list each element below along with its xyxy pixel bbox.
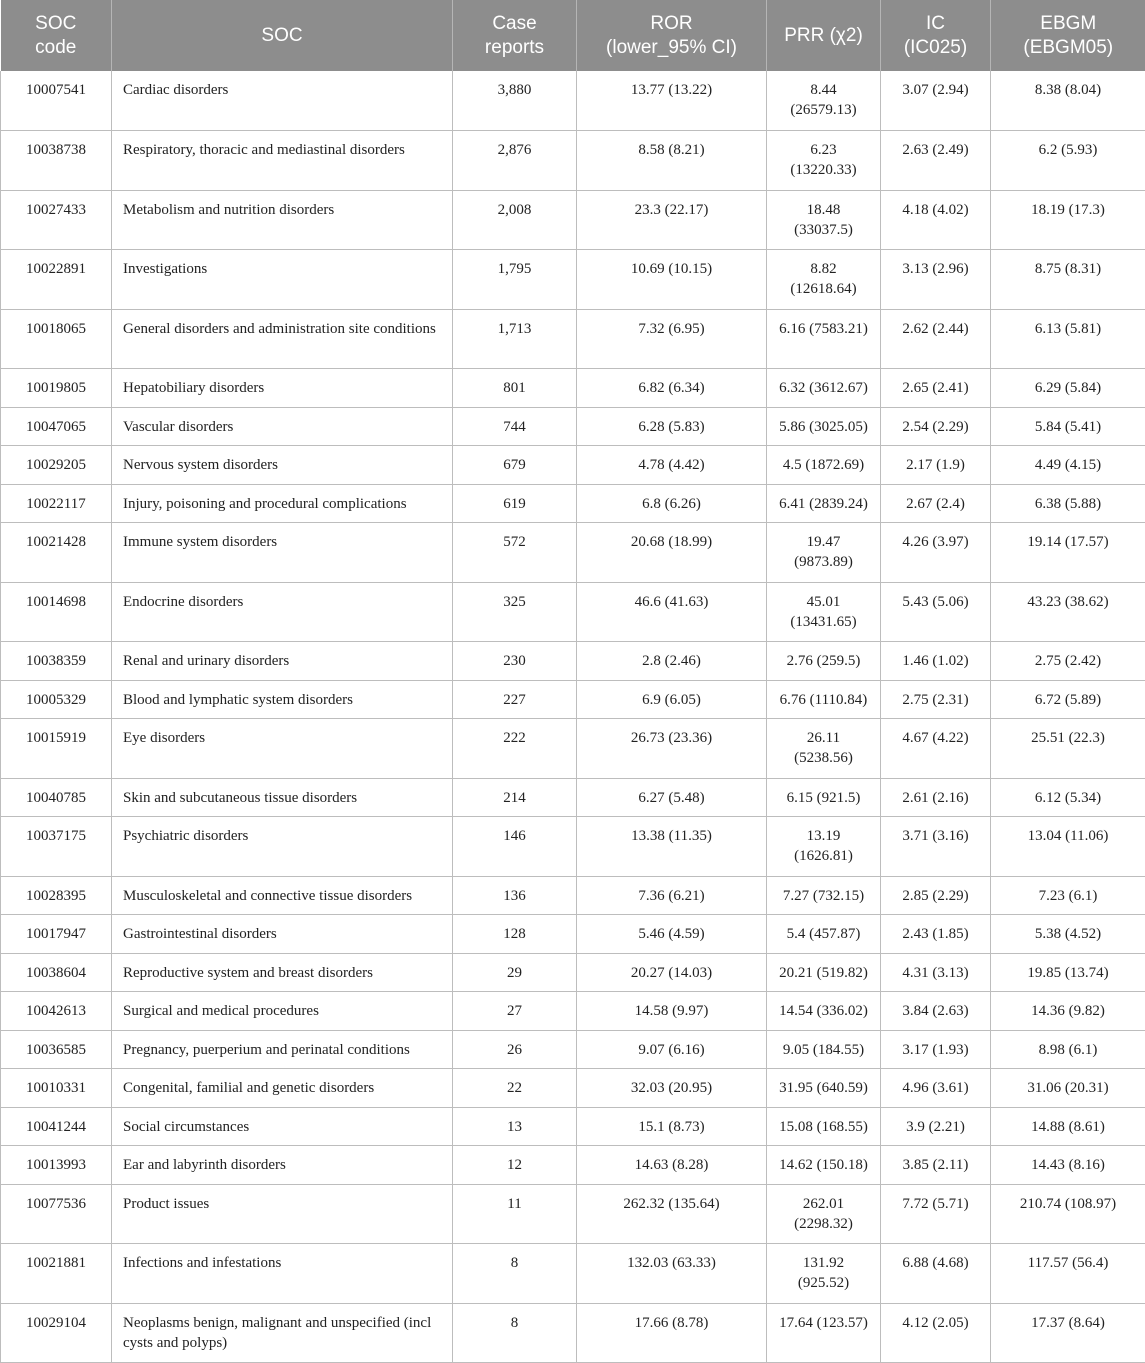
cell-ror: 14.58 (9.97) <box>577 992 767 1031</box>
cell-prr: 45.01 (13431.65) <box>767 582 881 642</box>
cell-ror: 32.03 (20.95) <box>577 1069 767 1108</box>
header-case-reports: Case reports <box>453 0 577 71</box>
cell-ror: 13.77 (13.22) <box>577 71 767 131</box>
cell-prr: 9.05 (184.55) <box>767 1030 881 1069</box>
cell-soc-code: 10038738 <box>1 131 112 191</box>
cell-ror: 14.63 (8.28) <box>577 1146 767 1185</box>
cell-ror: 7.32 (6.95) <box>577 309 767 369</box>
header-row <box>1 0 1145 71</box>
cell-soc-code: 10077536 <box>1 1184 112 1244</box>
cell-case-reports: 619 <box>453 484 577 523</box>
cell-case-reports: 2,008 <box>453 190 577 250</box>
cell-ebgm: 7.23 (6.1) <box>991 876 1145 915</box>
cell-case-reports: 3,880 <box>453 71 577 131</box>
header-ebgm: EBGM (EBGM05) <box>991 0 1145 71</box>
cell-case-reports: 27 <box>453 992 577 1031</box>
cell-ebgm: 13.04 (11.06) <box>991 817 1145 877</box>
table-row <box>1 992 1145 1031</box>
cell-ebgm: 6.2 (5.93) <box>991 131 1145 191</box>
table-row <box>1 915 1145 954</box>
cell-soc: Social circumstances <box>112 1107 453 1146</box>
cell-ic: 4.31 (3.13) <box>881 953 991 992</box>
cell-prr: 15.08 (168.55) <box>767 1107 881 1146</box>
cell-ic: 3.85 (2.11) <box>881 1146 991 1185</box>
cell-soc: Product issues <box>112 1184 453 1244</box>
table-row <box>1 680 1145 719</box>
table-row <box>1 407 1145 446</box>
cell-ebgm: 5.38 (4.52) <box>991 915 1145 954</box>
cell-soc: Psychiatric disorders <box>112 817 453 877</box>
cell-ic: 3.71 (3.16) <box>881 817 991 877</box>
cell-prr: 14.54 (336.02) <box>767 992 881 1031</box>
cell-soc: Injury, poisoning and procedural complications <box>112 484 453 523</box>
cell-ic: 2.85 (2.29) <box>881 876 991 915</box>
cell-ebgm: 210.74 (108.97) <box>991 1184 1145 1244</box>
cell-soc: Immune system disorders <box>112 523 453 583</box>
cell-case-reports: 2,876 <box>453 131 577 191</box>
cell-soc: Investigations <box>112 250 453 310</box>
cell-ror: 4.78 (4.42) <box>577 446 767 485</box>
cell-case-reports: 744 <box>453 407 577 446</box>
cell-case-reports: 1,795 <box>453 250 577 310</box>
cell-ebgm: 2.75 (2.42) <box>991 642 1145 681</box>
cell-case-reports: 227 <box>453 680 577 719</box>
cell-prr: 17.64 (123.57) <box>767 1303 881 1363</box>
table-row <box>1 131 1145 191</box>
cell-case-reports: 29 <box>453 953 577 992</box>
table-row <box>1 369 1145 408</box>
cell-soc: Eye disorders <box>112 719 453 779</box>
table-row <box>1 1303 1145 1363</box>
cell-ic: 2.17 (1.9) <box>881 446 991 485</box>
cell-soc: Skin and subcutaneous tissue disorders <box>112 778 453 817</box>
cell-ic: 2.61 (2.16) <box>881 778 991 817</box>
cell-ebgm: 6.72 (5.89) <box>991 680 1145 719</box>
cell-case-reports: 26 <box>453 1030 577 1069</box>
cell-ror: 26.73 (23.36) <box>577 719 767 779</box>
cell-soc-code: 10038359 <box>1 642 112 681</box>
cell-soc: Gastrointestinal disorders <box>112 915 453 954</box>
cell-prr: 18.48 (33037.5) <box>767 190 881 250</box>
cell-ror: 2.8 (2.46) <box>577 642 767 681</box>
table-row <box>1 1069 1145 1108</box>
cell-case-reports: 22 <box>453 1069 577 1108</box>
cell-soc-code: 10022117 <box>1 484 112 523</box>
cell-prr: 20.21 (519.82) <box>767 953 881 992</box>
cell-soc-code: 10047065 <box>1 407 112 446</box>
table-row <box>1 642 1145 681</box>
cell-prr: 8.44 (26579.13) <box>767 71 881 131</box>
cell-ror: 6.27 (5.48) <box>577 778 767 817</box>
cell-soc: Musculoskeletal and connective tissue disorders <box>112 876 453 915</box>
cell-soc: General disorders and administration site conditions <box>112 309 453 369</box>
cell-prr: 19.47 (9873.89) <box>767 523 881 583</box>
cell-soc-code: 10015919 <box>1 719 112 779</box>
cell-ic: 2.65 (2.41) <box>881 369 991 408</box>
cell-ror: 10.69 (10.15) <box>577 250 767 310</box>
cell-soc-code: 10028395 <box>1 876 112 915</box>
cell-ic: 2.63 (2.49) <box>881 131 991 191</box>
cell-ror: 6.8 (6.26) <box>577 484 767 523</box>
table-row <box>1 309 1145 369</box>
cell-ebgm: 18.19 (17.3) <box>991 190 1145 250</box>
cell-soc: Vascular disorders <box>112 407 453 446</box>
cell-soc-code: 10029205 <box>1 446 112 485</box>
cell-ic: 2.75 (2.31) <box>881 680 991 719</box>
table-row <box>1 1244 1145 1304</box>
table-row <box>1 582 1145 642</box>
table-row <box>1 250 1145 310</box>
cell-ror: 20.27 (14.03) <box>577 953 767 992</box>
cell-ic: 2.54 (2.29) <box>881 407 991 446</box>
cell-ebgm: 6.38 (5.88) <box>991 484 1145 523</box>
cell-prr: 6.16 (7583.21) <box>767 309 881 369</box>
cell-soc-code: 10037175 <box>1 817 112 877</box>
cell-ic: 6.88 (4.68) <box>881 1244 991 1304</box>
cell-ebgm: 8.38 (8.04) <box>991 71 1145 131</box>
cell-prr: 6.23 (13220.33) <box>767 131 881 191</box>
table-row <box>1 778 1145 817</box>
cell-ebgm: 6.13 (5.81) <box>991 309 1145 369</box>
cell-ror: 13.38 (11.35) <box>577 817 767 877</box>
cell-case-reports: 136 <box>453 876 577 915</box>
table-row <box>1 484 1145 523</box>
header-ror: ROR (lower_95% CI) <box>577 0 767 71</box>
cell-soc-code: 10038604 <box>1 953 112 992</box>
cell-prr: 31.95 (640.59) <box>767 1069 881 1108</box>
cell-ebgm: 19.14 (17.57) <box>991 523 1145 583</box>
cell-soc-code: 10005329 <box>1 680 112 719</box>
table-row <box>1 876 1145 915</box>
table-row <box>1 953 1145 992</box>
cell-soc-code: 10029104 <box>1 1303 112 1363</box>
cell-case-reports: 13 <box>453 1107 577 1146</box>
cell-ic: 3.9 (2.21) <box>881 1107 991 1146</box>
cell-ebgm: 31.06 (20.31) <box>991 1069 1145 1108</box>
cell-ror: 17.66 (8.78) <box>577 1303 767 1363</box>
cell-soc: Cardiac disorders <box>112 71 453 131</box>
cell-ror: 23.3 (22.17) <box>577 190 767 250</box>
cell-case-reports: 12 <box>453 1146 577 1185</box>
cell-soc-code: 10019805 <box>1 369 112 408</box>
cell-soc: Nervous system disorders <box>112 446 453 485</box>
cell-soc-code: 10041244 <box>1 1107 112 1146</box>
cell-ebgm: 14.36 (9.82) <box>991 992 1145 1031</box>
cell-ebgm: 14.43 (8.16) <box>991 1146 1145 1185</box>
cell-soc-code: 10013993 <box>1 1146 112 1185</box>
cell-ebgm: 8.98 (6.1) <box>991 1030 1145 1069</box>
table-body <box>1 71 1145 1363</box>
cell-soc-code: 10017947 <box>1 915 112 954</box>
cell-case-reports: 222 <box>453 719 577 779</box>
cell-ic: 3.13 (2.96) <box>881 250 991 310</box>
table-row <box>1 1107 1145 1146</box>
cell-prr: 13.19 (1626.81) <box>767 817 881 877</box>
cell-prr: 6.41 (2839.24) <box>767 484 881 523</box>
cell-case-reports: 8 <box>453 1303 577 1363</box>
cell-soc-code: 10021428 <box>1 523 112 583</box>
cell-soc-code: 10021881 <box>1 1244 112 1304</box>
cell-soc: Infections and infestations <box>112 1244 453 1304</box>
cell-ebgm: 6.29 (5.84) <box>991 369 1145 408</box>
cell-soc: Congenital, familial and genetic disorders <box>112 1069 453 1108</box>
cell-ror: 7.36 (6.21) <box>577 876 767 915</box>
cell-ic: 4.12 (2.05) <box>881 1303 991 1363</box>
cell-ror: 132.03 (63.33) <box>577 1244 767 1304</box>
cell-ror: 20.68 (18.99) <box>577 523 767 583</box>
cell-ror: 9.07 (6.16) <box>577 1030 767 1069</box>
cell-soc-code: 10042613 <box>1 992 112 1031</box>
cell-prr: 14.62 (150.18) <box>767 1146 881 1185</box>
cell-ebgm: 5.84 (5.41) <box>991 407 1145 446</box>
cell-soc: Ear and labyrinth disorders <box>112 1146 453 1185</box>
header-soc: SOC <box>112 0 453 71</box>
header-soc-code: SOC code <box>1 0 112 71</box>
cell-ic: 2.43 (1.85) <box>881 915 991 954</box>
cell-prr: 6.32 (3612.67) <box>767 369 881 408</box>
cell-ebgm: 17.37 (8.64) <box>991 1303 1145 1363</box>
table-header <box>1 0 1145 71</box>
cell-soc: Surgical and medical procedures <box>112 992 453 1031</box>
cell-soc: Pregnancy, puerperium and perinatal conditions <box>112 1030 453 1069</box>
cell-ebgm: 8.75 (8.31) <box>991 250 1145 310</box>
cell-ic: 3.17 (1.93) <box>881 1030 991 1069</box>
cell-prr: 131.92 (925.52) <box>767 1244 881 1304</box>
cell-soc: Reproductive system and breast disorders <box>112 953 453 992</box>
cell-ic: 5.43 (5.06) <box>881 582 991 642</box>
cell-prr: 6.76 (1110.84) <box>767 680 881 719</box>
cell-case-reports: 1,713 <box>453 309 577 369</box>
cell-case-reports: 8 <box>453 1244 577 1304</box>
cell-case-reports: 325 <box>453 582 577 642</box>
cell-case-reports: 128 <box>453 915 577 954</box>
cell-ic: 4.96 (3.61) <box>881 1069 991 1108</box>
header-ic: IC (IC025) <box>881 0 991 71</box>
cell-prr: 5.4 (457.87) <box>767 915 881 954</box>
table-row <box>1 71 1145 131</box>
cell-prr: 5.86 (3025.05) <box>767 407 881 446</box>
cell-ic: 4.26 (3.97) <box>881 523 991 583</box>
table-row <box>1 190 1145 250</box>
cell-soc: Endocrine disorders <box>112 582 453 642</box>
cell-soc-code: 10027433 <box>1 190 112 250</box>
table-row <box>1 817 1145 877</box>
cell-ebgm: 25.51 (22.3) <box>991 719 1145 779</box>
cell-prr: 262.01 (2298.32) <box>767 1184 881 1244</box>
cell-ror: 15.1 (8.73) <box>577 1107 767 1146</box>
header-prr: PRR (χ2) <box>767 0 881 71</box>
cell-case-reports: 230 <box>453 642 577 681</box>
cell-ebgm: 4.49 (4.15) <box>991 446 1145 485</box>
cell-ror: 262.32 (135.64) <box>577 1184 767 1244</box>
cell-prr: 2.76 (259.5) <box>767 642 881 681</box>
cell-ror: 6.28 (5.83) <box>577 407 767 446</box>
cell-soc: Blood and lymphatic system disorders <box>112 680 453 719</box>
cell-prr: 8.82 (12618.64) <box>767 250 881 310</box>
table-row <box>1 1030 1145 1069</box>
cell-case-reports: 679 <box>453 446 577 485</box>
cell-soc: Hepatobiliary disorders <box>112 369 453 408</box>
cell-ror: 8.58 (8.21) <box>577 131 767 191</box>
cell-soc: Metabolism and nutrition disorders <box>112 190 453 250</box>
table-row <box>1 719 1145 779</box>
cell-ebgm: 6.12 (5.34) <box>991 778 1145 817</box>
cell-ic: 2.62 (2.44) <box>881 309 991 369</box>
cell-soc: Respiratory, thoracic and mediastinal disorders <box>112 131 453 191</box>
cell-soc-code: 10010331 <box>1 1069 112 1108</box>
table-row <box>1 1184 1145 1244</box>
cell-ic: 2.67 (2.4) <box>881 484 991 523</box>
cell-soc-code: 10007541 <box>1 71 112 131</box>
cell-soc: Neoplasms benign, malignant and unspecified (incl cysts and polyps) <box>112 1303 453 1363</box>
cell-soc-code: 10040785 <box>1 778 112 817</box>
cell-soc-code: 10022891 <box>1 250 112 310</box>
cell-case-reports: 572 <box>453 523 577 583</box>
cell-soc-code: 10014698 <box>1 582 112 642</box>
cell-ror: 6.82 (6.34) <box>577 369 767 408</box>
cell-ic: 3.84 (2.63) <box>881 992 991 1031</box>
table-row <box>1 1146 1145 1185</box>
cell-case-reports: 11 <box>453 1184 577 1244</box>
cell-ror: 5.46 (4.59) <box>577 915 767 954</box>
cell-case-reports: 146 <box>453 817 577 877</box>
cell-prr: 26.11 (5238.56) <box>767 719 881 779</box>
cell-ic: 4.67 (4.22) <box>881 719 991 779</box>
cell-ebgm: 19.85 (13.74) <box>991 953 1145 992</box>
cell-ic: 3.07 (2.94) <box>881 71 991 131</box>
cell-case-reports: 801 <box>453 369 577 408</box>
cell-prr: 4.5 (1872.69) <box>767 446 881 485</box>
cell-ebgm: 43.23 (38.62) <box>991 582 1145 642</box>
table-row <box>1 523 1145 583</box>
cell-soc-code: 10036585 <box>1 1030 112 1069</box>
cell-ic: 7.72 (5.71) <box>881 1184 991 1244</box>
cell-ror: 46.6 (41.63) <box>577 582 767 642</box>
cell-soc-code: 10018065 <box>1 309 112 369</box>
cell-case-reports: 214 <box>453 778 577 817</box>
cell-ic: 4.18 (4.02) <box>881 190 991 250</box>
cell-prr: 6.15 (921.5) <box>767 778 881 817</box>
cell-ebgm: 117.57 (56.4) <box>991 1244 1145 1304</box>
cell-ebgm: 14.88 (8.61) <box>991 1107 1145 1146</box>
table-row <box>1 446 1145 485</box>
cell-prr: 7.27 (732.15) <box>767 876 881 915</box>
cell-ror: 6.9 (6.05) <box>577 680 767 719</box>
cell-ic: 1.46 (1.02) <box>881 642 991 681</box>
cell-soc: Renal and urinary disorders <box>112 642 453 681</box>
